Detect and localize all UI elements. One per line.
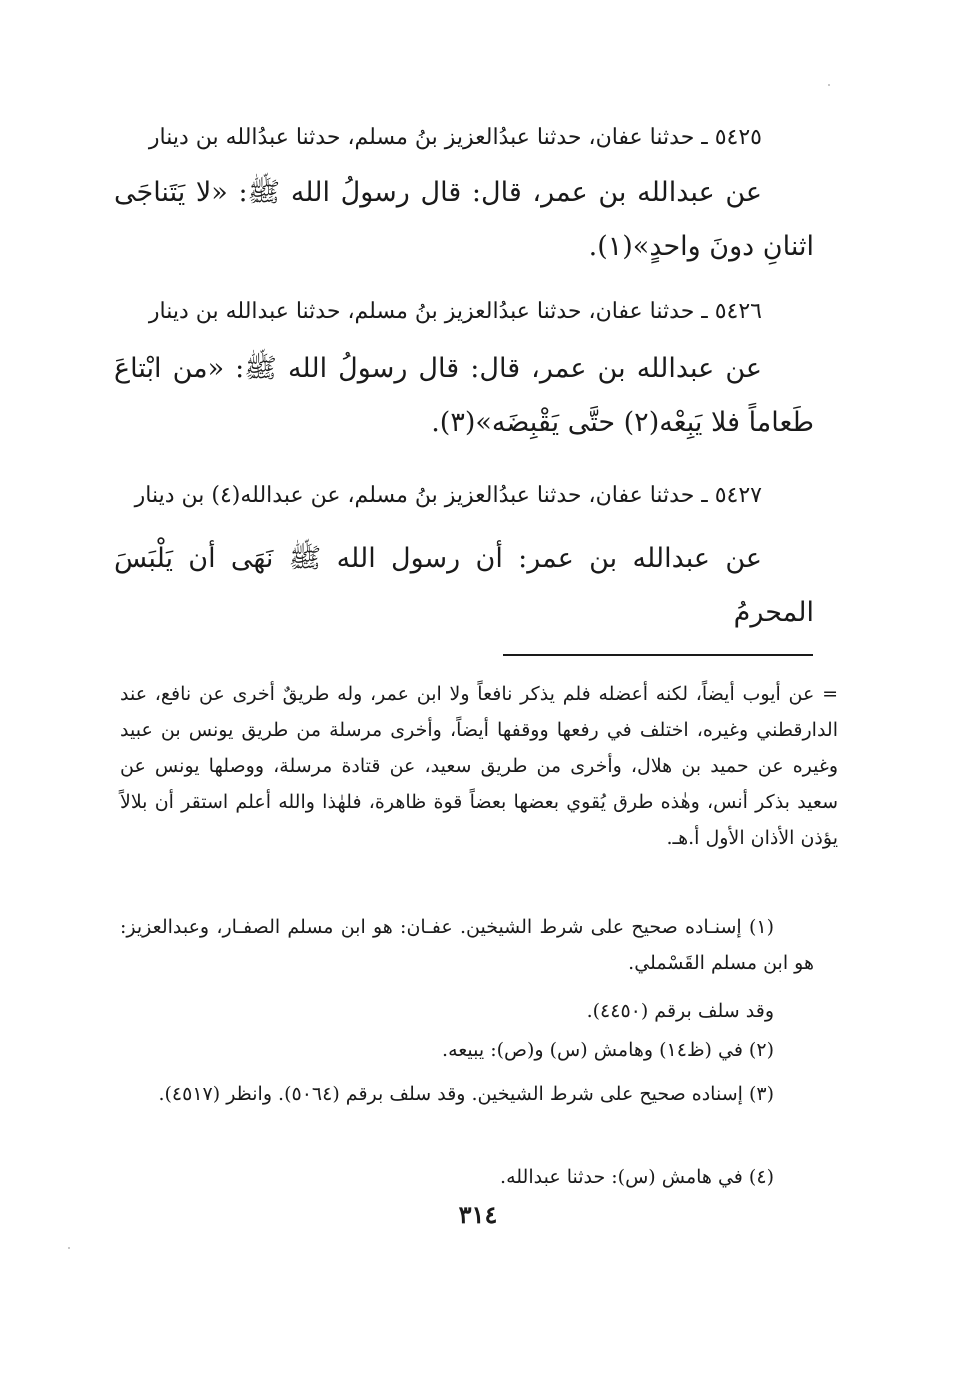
footnote-continued-text: = عن أيوب أيضاً، لكنه أعضله فلم يذكر نافعاً ولا ابن عمر، وله طريقٌ أخرى عن نافع، عند الدارقطني وغيره، اختلف في رفعها ووقفها أيضاً، وأخرى مرسلة من طريق يونس بن عبيد وغيره عن حميد بن هلال، وأخرى من طريق سعيد، عن قتادة مرسلة، ووصلها يونس عن سعيد بذكر أنس، وهٰذه طرق يُقوي بعضها بعضاً قوة ظاهرة، فلهٰذا والله أعلم استقر أن بلالاً يؤذن الأذان الأول أ.هـ. (120, 683, 838, 849)
hadith-matn: عن عبدالله بن عمر، قال: قال رسولُ الله ﷺ: «من ابْتاعَ طَعاماً فلا يَبِعْه(٢) حتَّى يَقْبِضَه»(٣). (114, 353, 814, 438)
hadith-5425 (114, 116, 814, 274)
hadith-matn: عن عبدالله بن عمر، قال: قال رسولُ الله ﷺ: «لا يَتَناجَى اثنانِ دونَ واحدٍ»(١). (114, 177, 814, 262)
hadith-matn: عن عبدالله بن عمر: أن رسول الله ﷺ نَهَى أن يَلْبَسَ المحرمُ (114, 543, 814, 628)
footnote-3: (٣) إسناده صحيح على شرط الشيخين. وقد سلف برقم (٥٠٦٤). وانظر (٤٥١٧). (158, 1083, 774, 1105)
page-number: ٣١٤ (458, 1200, 498, 1229)
footnote-continued (120, 676, 838, 856)
footnote-4: (٤) في هامش (س): حدثنا عبدالله. (500, 1166, 774, 1188)
footnote-divider (503, 654, 813, 656)
hadith-5427 (114, 474, 814, 640)
hadith-isnad: ٥٤٢٦ ـ حدثنا عفان، حدثنا عبدُالعزيز بنُ مسلم، حدثنا عبدالله بن دينار (148, 299, 762, 324)
footnote-1: (١) إسنـاده صحيح على شرط الشيخين. عفـان: هو ابن مسلم الصفـار، وعبدالعزيز: هو ابن مسلم القَسْملي. (120, 916, 814, 974)
paper-speck (828, 84, 830, 86)
paper-speck (68, 1247, 70, 1249)
footnote-1-reference: وقد سلف برقم (٤٤٥٠). (586, 1000, 774, 1022)
hadith-5426 (114, 290, 814, 450)
hadith-isnad: ٥٤٢٥ ـ حدثنا عفان، حدثنا عبدُالعزيز بنُ مسلم، حدثنا عبدُالله بن دينار (148, 125, 762, 150)
footnote-2: (٢) في (ظ١٤) وهامش (س) و(ص): يبيعه. (442, 1039, 774, 1061)
hadith-isnad: ٥٤٢٧ ـ حدثنا عفان، حدثنا عبدُالعزيز بنُ مسلم، عن عبدالله(٤) بن دينار (134, 483, 762, 508)
